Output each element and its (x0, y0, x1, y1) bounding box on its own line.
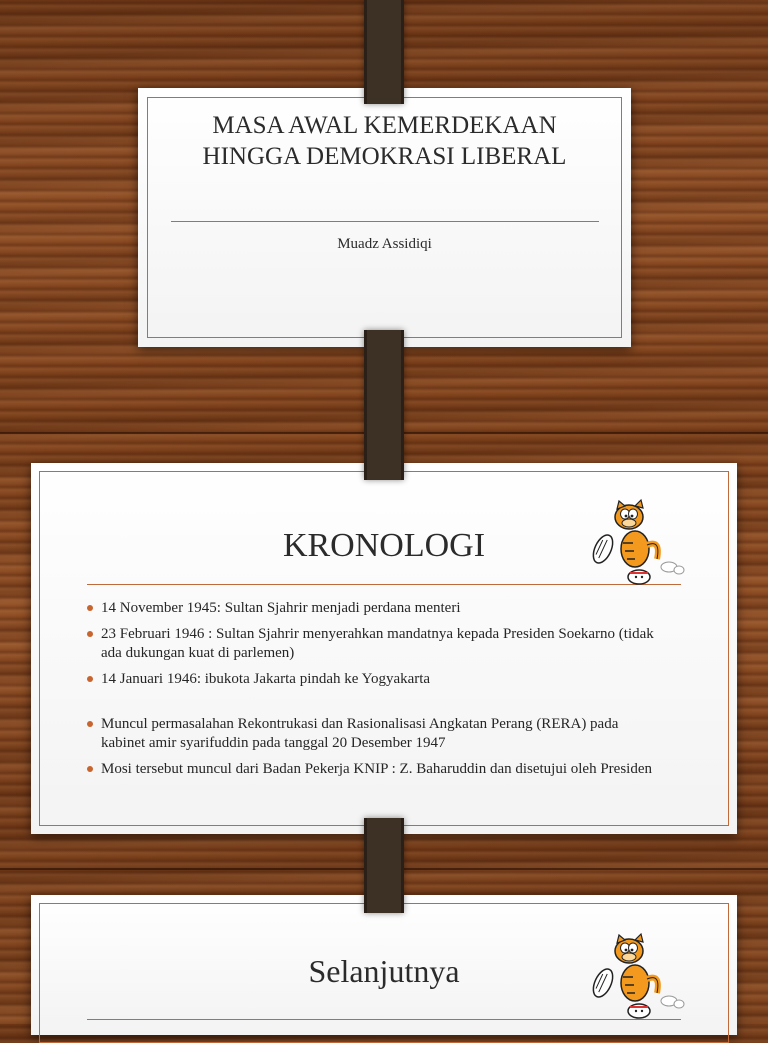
bullet-item: 14 November 1945: Sultan Sjahrir menjadi perdana menteri (86, 599, 666, 618)
bullet-item: 14 Januari 1946: ibukota Jakarta pindah ke Yogyakarta (86, 670, 666, 689)
garfield-cartoon-icon (583, 497, 687, 587)
slide-connector-strap (364, 818, 404, 913)
slide-3-title: Selanjutnya (308, 953, 460, 989)
bullet-item: 23 Februari 1946 : Sultan Sjahrir menyerahkan mandatnya kepada Presiden Soekarno (tidak ada dukungan kuat di parlemen) (86, 625, 666, 663)
bullet-item: Muncul permasalahan Rekontrukasi dan Rasionalisasi Angkatan Perang (RERA) pada kabinet amir syarifuddin pada tanggal 20 Desember 1947 (86, 715, 666, 753)
slide-2-title: KRONOLOGI (282, 527, 486, 564)
title-divider (171, 221, 599, 222)
slide-2-thumbnail[interactable] (31, 463, 737, 834)
bullet-item: Mosi tersebut muncul dari Badan Pekerja KNIP : Z. Baharuddin dan disetujui oleh Presiden (86, 760, 666, 779)
garfield-cartoon-icon (583, 931, 687, 1021)
slide-1-title: MASA AWAL KEMERDEKAAN HINGGA DEMOKRASI LIBERAL (202, 112, 567, 170)
slide-1-subtitle: Muadz Assidiqi (337, 236, 432, 252)
slide-2-bullet-list (86, 599, 666, 786)
slide-connector-strap (364, 330, 404, 480)
slide-3-thumbnail[interactable] (31, 895, 737, 1035)
slide-1-thumbnail[interactable] (138, 88, 631, 347)
slide-connector-strap (364, 0, 404, 104)
